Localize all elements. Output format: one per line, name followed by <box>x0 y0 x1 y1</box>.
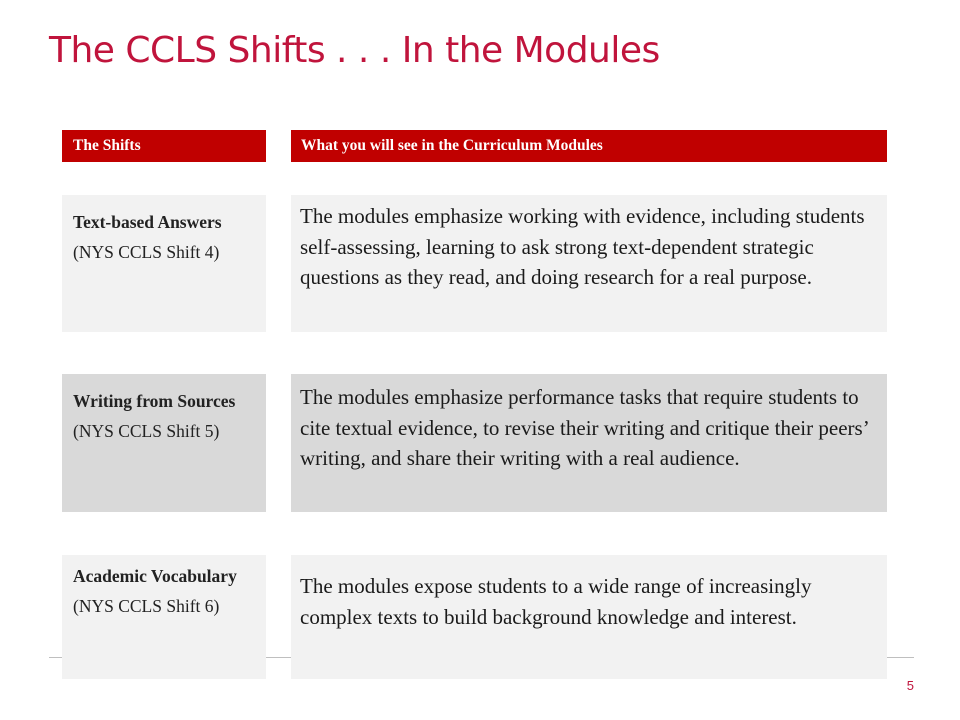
shift-reference: (NYS CCLS Shift 5) <box>73 421 220 441</box>
shift-name: Academic Vocabulary <box>73 566 237 586</box>
shift-cell-text-based-answers <box>62 195 266 332</box>
shift-name: Writing from Sources <box>73 391 236 411</box>
shifts-column-header: The Shifts <box>62 130 266 162</box>
shift-reference: (NYS CCLS Shift 6) <box>73 596 220 616</box>
page-number: 5 <box>906 678 914 693</box>
shift-name: Text-based Answers <box>73 212 222 232</box>
modules-column-header: What you will see in the Curriculum Modules <box>291 130 887 162</box>
module-description-text-based-answers: The modules emphasize working with evidence, including students self-assessing, learning to ask strong text-dependent strategic questions as they read, and doing research for a real purpose. <box>291 195 887 332</box>
page-title: The CCLS Shifts . . . In the Modules <box>49 30 660 71</box>
shift-reference: (NYS CCLS Shift 4) <box>73 242 220 262</box>
shift-cell-writing-from-sources <box>62 374 266 512</box>
module-description-writing-from-sources: The modules emphasize performance tasks that require students to cite textual evidence, to revise their writing and critique their peers’ writing, and share their writing with a real audience. <box>291 374 887 512</box>
module-description-academic-vocabulary: The modules expose students to a wide range of increasingly complex texts to build background knowledge and interest. <box>291 555 887 679</box>
shift-cell-academic-vocabulary <box>62 555 266 679</box>
